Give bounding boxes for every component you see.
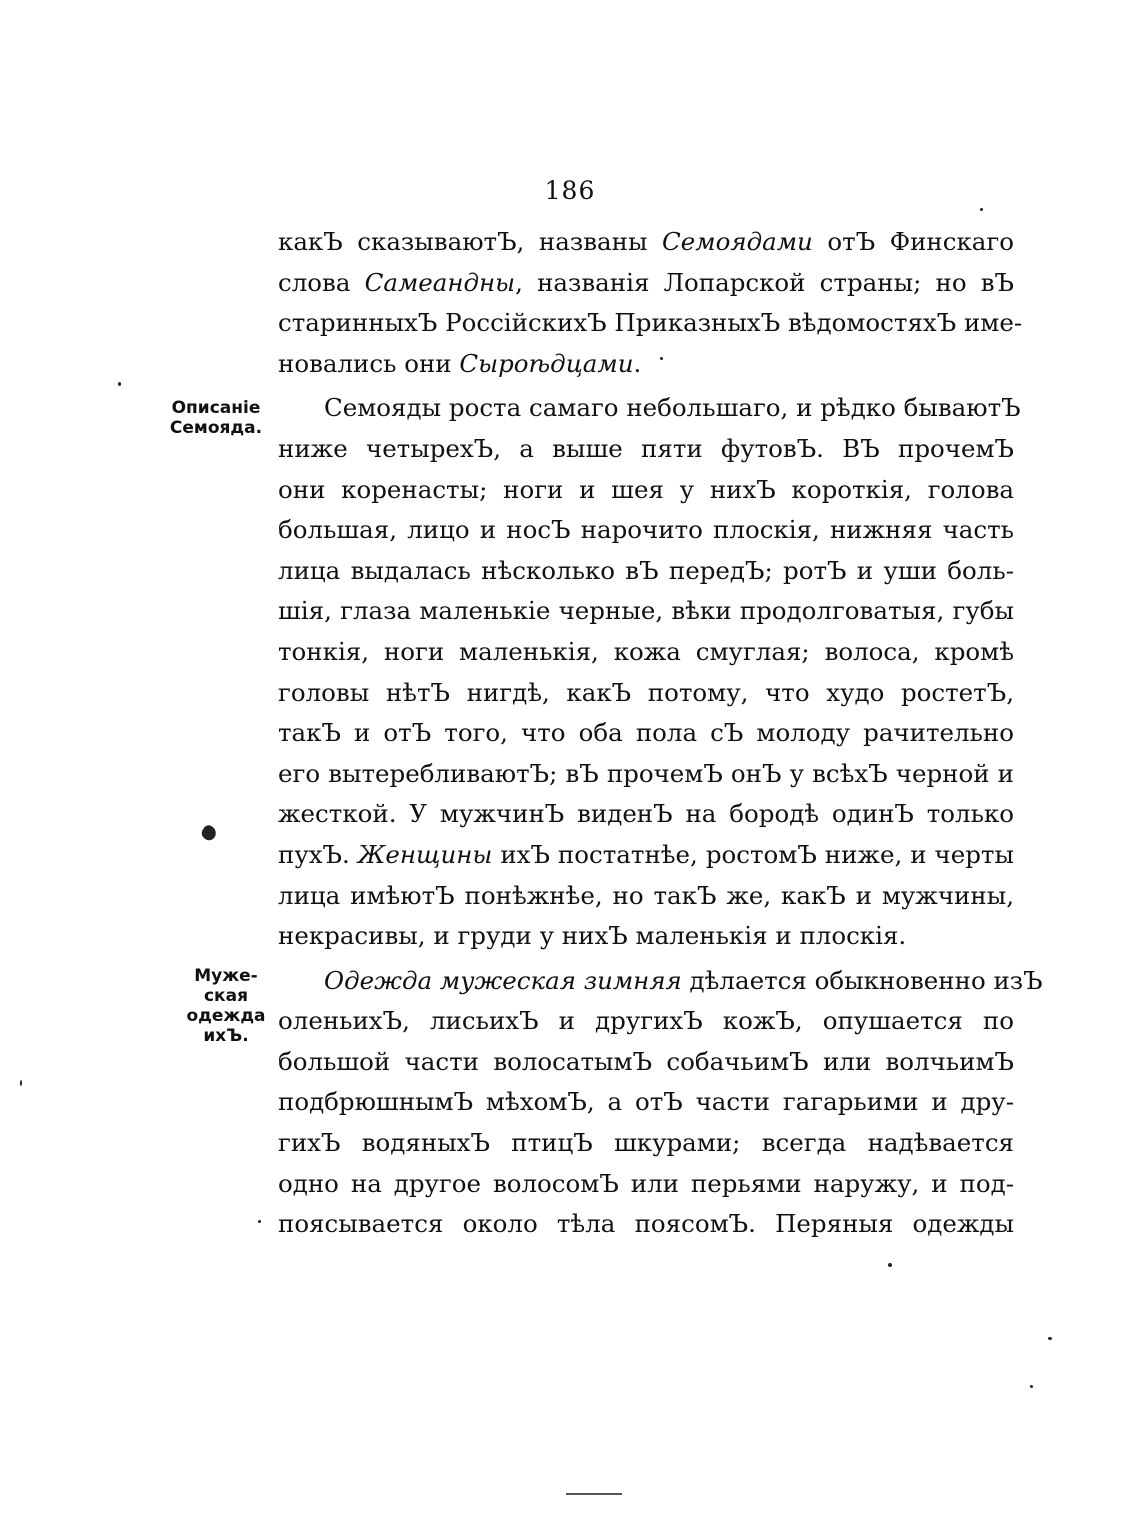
text-line <box>278 551 1014 592</box>
text-run: оленьихЪ, лисьихЪ и другихЪ кожЪ, опушается по <box>278 1006 1014 1036</box>
text-run: жесткой. У мужчинЪ виденЪ на бородѣ одинЪ только <box>278 799 1014 829</box>
scan-speck <box>888 1263 892 1267</box>
text-line <box>278 591 1014 632</box>
scan-speck <box>258 1220 261 1223</box>
margin-note-line: одежда <box>186 1006 266 1026</box>
text-line <box>278 388 1021 429</box>
italic-term: Самеандны <box>364 267 516 297</box>
text-run: лица имѣютЪ понѣжнѣе, но такЪ же, какЪ и мужчины, <box>278 880 1014 910</box>
bottom-rule <box>566 1493 622 1495</box>
scan-speck <box>980 208 983 211</box>
text-run: какЪ сказываютЪ, названы <box>278 227 663 256</box>
text-run: головы нѣтЪ нигдѣ, какЪ потому, что худо ростетЪ, <box>278 677 1014 707</box>
text-run: слова <box>278 267 365 297</box>
italic-term: Одежда мужеская зимняя <box>324 965 682 995</box>
text-line <box>278 263 1014 304</box>
text-line <box>278 470 1014 511</box>
text-line <box>278 961 1043 1002</box>
text-run: большой части волосатымЪ собачьимЪ или волчьимЪ <box>278 1046 1014 1076</box>
margin-note-line: Муже- <box>194 966 258 986</box>
text-run: отЪ Финскаго <box>812 227 1014 256</box>
text-run: ихЪ постатнѣе, ростомЪ ниже, и черты <box>492 839 1014 869</box>
text-run: новались они <box>278 348 460 378</box>
text-run: они коренасты; ноги и шея у нихЪ короткія, голова <box>278 474 1014 504</box>
text-line <box>278 303 1023 344</box>
italic-term: Сыроѣдцами <box>459 348 634 378</box>
text-line <box>278 916 1014 957</box>
page-number: 186 <box>544 176 596 205</box>
text-run: Семояды роста самаго небольшаго, и рѣдко бываютЪ <box>324 393 1021 423</box>
text-line <box>278 835 1014 876</box>
text-line <box>278 510 1014 551</box>
text-line <box>278 876 1014 917</box>
margin-note-line: ская <box>203 986 248 1006</box>
text-line <box>278 673 1014 714</box>
text-run: его вытеребливаютЪ; вЪ прочемЪ онЪ у всѣхЪ черной и <box>278 758 1014 788</box>
text-line <box>278 632 1014 673</box>
text-line <box>278 1082 1014 1123</box>
text-run: подбрюшнымЪ мѣхомЪ, а отЪ части гагарьими и дру- <box>278 1087 1014 1117</box>
scan-speck <box>660 357 663 360</box>
text-run: ниже четырехЪ, а выше пяти футовЪ. ВЪ прочемЪ <box>278 433 1014 463</box>
scan-speck <box>20 1080 22 1086</box>
text-line <box>278 1123 1014 1164</box>
text-run: такЪ и отЪ того, что оба пола сЪ молоду рачительно <box>278 718 1014 748</box>
text-line <box>278 1204 1014 1245</box>
text-line <box>278 1001 1014 1042</box>
text-line <box>278 429 1014 470</box>
text-line <box>278 222 1014 263</box>
text-run: . <box>633 348 642 378</box>
scan-speck <box>1030 1385 1033 1388</box>
scan-speck <box>1048 1337 1052 1340</box>
text-run: гихЪ водяныхЪ птицЪ шкурами; всегда надѣвается <box>278 1128 1014 1158</box>
text-line <box>278 754 1014 795</box>
italic-term: Женщины <box>357 839 493 869</box>
text-run: пухЪ. <box>278 839 358 869</box>
text-run: дѣлается обыкновенно изЪ <box>681 965 1043 995</box>
text-line <box>278 1164 1014 1205</box>
text-run: некрасивы, и груди у нихЪ маленькія и плоскія. <box>278 921 907 951</box>
text-line <box>278 794 1014 835</box>
scan-speck <box>118 382 121 386</box>
text-run: одно на другое волосомЪ или перьями наружу, и под- <box>278 1168 1014 1198</box>
text-run: шія, глаза маленькіе черные, вѣки продолговатыя, губы <box>278 596 1014 626</box>
text-run: большая, лицо и носЪ нарочито плоскія, нижняя часть <box>278 515 1014 545</box>
margin-note-description <box>160 398 272 438</box>
margin-note-clothing <box>186 966 266 1046</box>
text-run: лица выдалась нѣсколько вЪ передЪ; ротЪ и уши боль- <box>278 555 1014 585</box>
text-run: старинныхЪ РоссійскихЪ ПриказныхЪ вѣдомостяхЪ име- <box>278 308 1023 338</box>
text-line <box>278 713 1014 754</box>
margin-note-line: ихЪ. <box>203 1026 249 1046</box>
text-line <box>278 344 1014 385</box>
text-run: , названія Лопарской страны; но вЪ <box>515 267 1014 297</box>
body-text <box>278 222 1043 1245</box>
text-run: тонкія, ноги маленькія, кожа смуглая; волоса, кромѣ <box>278 636 1014 666</box>
margin-note-line: Описаніе <box>171 398 261 418</box>
text-line <box>278 1042 1014 1083</box>
italic-term: Семоядами <box>662 227 813 256</box>
margin-note-line: Семояда. <box>169 418 263 438</box>
text-run: поясывается около тѣла поясомЪ. Перяныя одежды <box>278 1209 1014 1239</box>
ink-blot <box>199 823 218 842</box>
